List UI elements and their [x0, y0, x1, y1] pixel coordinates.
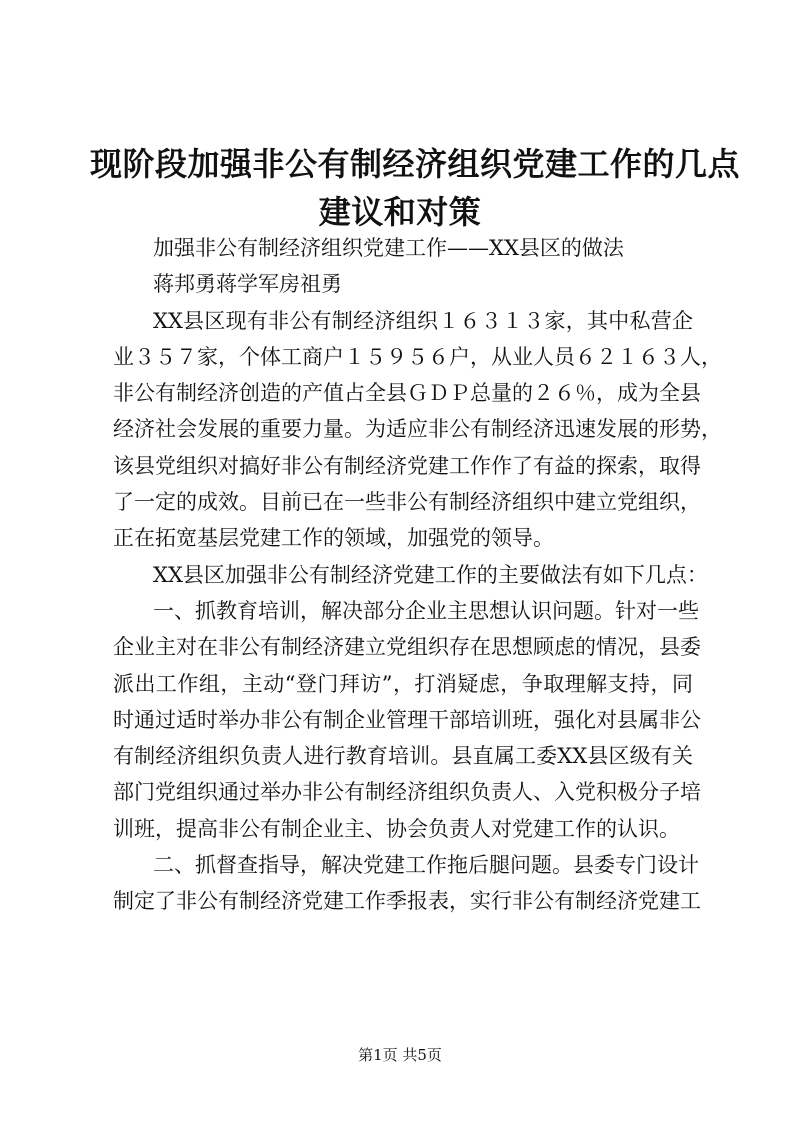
- text-line: 非公有制经济创造的产值占全县ＧＤＰ总量的２６％，成为全县: [113, 381, 701, 406]
- text-line: 加强非公有制经济组织党建工作——XX县区的做法: [153, 236, 624, 260]
- text-line: 经济社会发展的重要力量。为适应非公有制经济迅速发展的形势，: [113, 417, 722, 442]
- title-line: 现阶段加强非公有制经济组织党建工作的几点: [90, 145, 741, 183]
- intro-paragraph: [113, 303, 722, 557]
- point-two-paragraph: [113, 847, 701, 920]
- authors-paragraph: [113, 266, 693, 302]
- point-one-paragraph: [113, 593, 701, 847]
- text-line: 制定了非公有制经济党建工作季报表，实行非公有制经济党建工: [113, 889, 701, 914]
- text-line: 训班，提高非公有制企业主、协会负责人对党建工作的认识。: [113, 816, 680, 841]
- document-title: [90, 140, 741, 236]
- text-line: XX县区现有非公有制经济组织１６３１３家，其中私营企: [153, 308, 693, 333]
- text-line: 了一定的成效。目前已在一些非公有制经济组织中建立党组织，: [113, 490, 701, 515]
- text-line: 业３５７家，个体工商户１５９５６户，从业人员６２１６３人，: [113, 344, 722, 369]
- text-line: 正在拓宽基层党建工作的领域，加强党的领导。: [113, 526, 554, 551]
- text-line: 该县党组织对搞好非公有制经济党建工作作了有益的探索，取得: [113, 453, 701, 478]
- text-line: 蒋邦勇蒋学军房祖勇: [153, 272, 342, 297]
- text-line: 时通过适时举办非公有制企业管理干部培训班，强化对县属非公: [113, 707, 701, 732]
- text-line: 派出工作组，主动“登门拜访”，打消疑虑，争取理解支持，同: [113, 671, 693, 696]
- text-line: 部门党组织通过举办非公有制经济组织负责人、入党积极分子培: [113, 780, 701, 805]
- page-footer: 第1页 共5页: [358, 1046, 442, 1064]
- text-line: 二、抓督查指导，解决党建工作拖后腿问题。县委专门设计: [153, 853, 699, 878]
- text-line: 有制经济组织负责人进行教育培训。县直属工委XX县区级有关: [113, 744, 693, 769]
- document-body: [113, 230, 722, 920]
- summary-paragraph: [113, 557, 708, 593]
- title-line: 建议和对策: [318, 193, 482, 231]
- text-line: 企业主对在非公有制经济建立党组织存在思想顾虑的情况，县委: [113, 635, 701, 660]
- text-line: 一、抓教育培训，解决部分企业主思想认识问题。针对一些: [153, 598, 699, 623]
- text-line: XX县区加强非公有制经济党建工作的主要做法有如下几点：: [153, 562, 708, 587]
- subtitle-paragraph: [113, 230, 693, 266]
